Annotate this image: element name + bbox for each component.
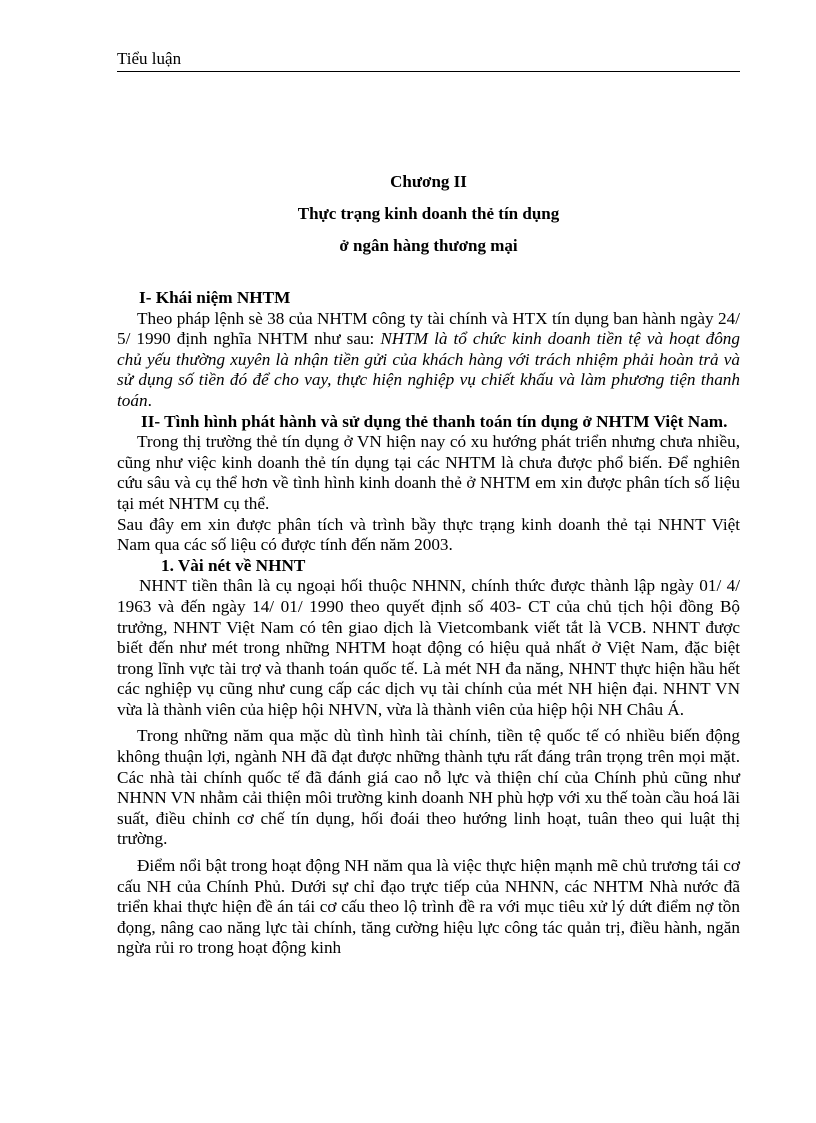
paragraph-market: Trong thị trường thẻ tín dụng ở VN hiện nay có xu hướng phát triển nhưng chưa nhiều, cũng như việc kinh doanh thẻ tín dụng tại các NHTM là chưa được phổ biến. Để nghiên cứu sâu và cụ thể hơn về tình hình kinh doanh thẻ ở NHTM em xin được phân tích số liệu tại mét NHTM cụ thể. <box>117 432 740 513</box>
chapter-title-line-1: Thực trạng kinh doanh thẻ tín dụng <box>297 204 560 223</box>
paragraph-definition <box>117 309 740 412</box>
section-heading-concept: I- Khái niệm NHTM <box>139 288 291 307</box>
definition-end: . <box>147 390 152 410</box>
section-heading-situation: II- Tình hình phát hành và sử dụng thẻ thanh toán tín dụng ở NHTM Việt Nam. <box>141 411 728 431</box>
paragraph-achievements: Trong những năm qua mặc dù tình hình tài chính, tiền tệ quốc tế có nhiều biến động không thuận lợi, ngành NH đã đạt được những thành tựu rất đáng trân trọng trên mọi mặt. Các nhà tài chính quốc tế đã đánh giá cao nỗ lực và thiện chí của Chính phủ cũng như NHNN VN nhằm cải thiện môi trường kinh doanh NH phù hợp với xu thế toàn cầu hoá lãi suất, điều chỉnh cơ chế tín dụng, hối đoái theo hướng linh hoạt, tuân theo qui luật thị trường. <box>117 726 740 849</box>
paragraph-restructuring: Điểm nổi bật trong hoạt động NH năm qua là việc thực hiện mạnh mẽ chủ trương tái cơ cấu NH của Chính Phủ. Dưới sự chỉ đạo trực tiếp của NHNN, các NHTM Nhà nước đã triển khai thực hiện đề án tái cơ cấu theo lộ trình đề ra với mục tiêu xử lý dứt điểm nợ tồn đọng, nâng cao năng lực tài chính, tăng cường hiệu lực công tác quản trị, điều hành, ngăn ngừa rủi ro trong hoạt động kinh <box>117 856 740 958</box>
page-header: Tiểu luận <box>117 49 740 72</box>
definition-lead-text: Theo pháp lệnh sè 38 của NHTM công ty tài chính và HTX tín dụng ban hành ngày 24/ 5/ 1990 định nghĩa NHTM như sau: <box>117 308 740 349</box>
document-body <box>117 288 740 959</box>
paragraph-intro-analysis: Sau đây em xin được phân tích và trình bầy thực trạng kinh doanh thẻ tại NHNT Việt Nam qua các số liệu có được tính đến năm 2003. <box>117 514 740 555</box>
chapter-title-line-2: ở ngân hàng thương mại <box>339 236 518 255</box>
definition-italic-text: NHTM là tổ chức kinh doanh tiền tệ và hoạt đông chủ yếu thường xuyên là nhận tiền gửi của khách hàng với trách nhiệm phải hoàn trả và sử dụng số tiền đó để cho vay, thực hiện nghiệp vụ chiết khấu và làm phương tiện thanh toán <box>117 329 740 410</box>
subsection-heading-nhnt: 1. Vài nét về NHNT <box>161 555 306 575</box>
chapter-number: Chương II <box>390 172 467 191</box>
paragraph-nhnt-history: NHNT tiền thân là cụ ngoại hối thuộc NHNN, chính thức được thành lập ngày 01/ 4/ 1963 và đến ngày 14/ 01/ 1990 theo quyết định số 403- CT của chủ tịch hội đồng Bộ trưởng, NHNT Việt Nam có tên giao dịch là Vietcombank viết tắt là VCB. NHNT được biết đến như mét trong những NHTM hoạt động có hiệu quả nhất ở Việt Nam, đặc biệt trong lĩnh vực tài trợ và thanh toán quốc tế. Là mét NH đa năng, NHNT thực hiện hầu hết các nghiệp vụ cũng như cung cấp các dịch vụ tài chính của mét NH hiện đại. NHNT VN vừa là thành viên của hiệp hội NHVN, vừa là thành viên của hiệp hội NH Châu Á. <box>117 576 740 719</box>
